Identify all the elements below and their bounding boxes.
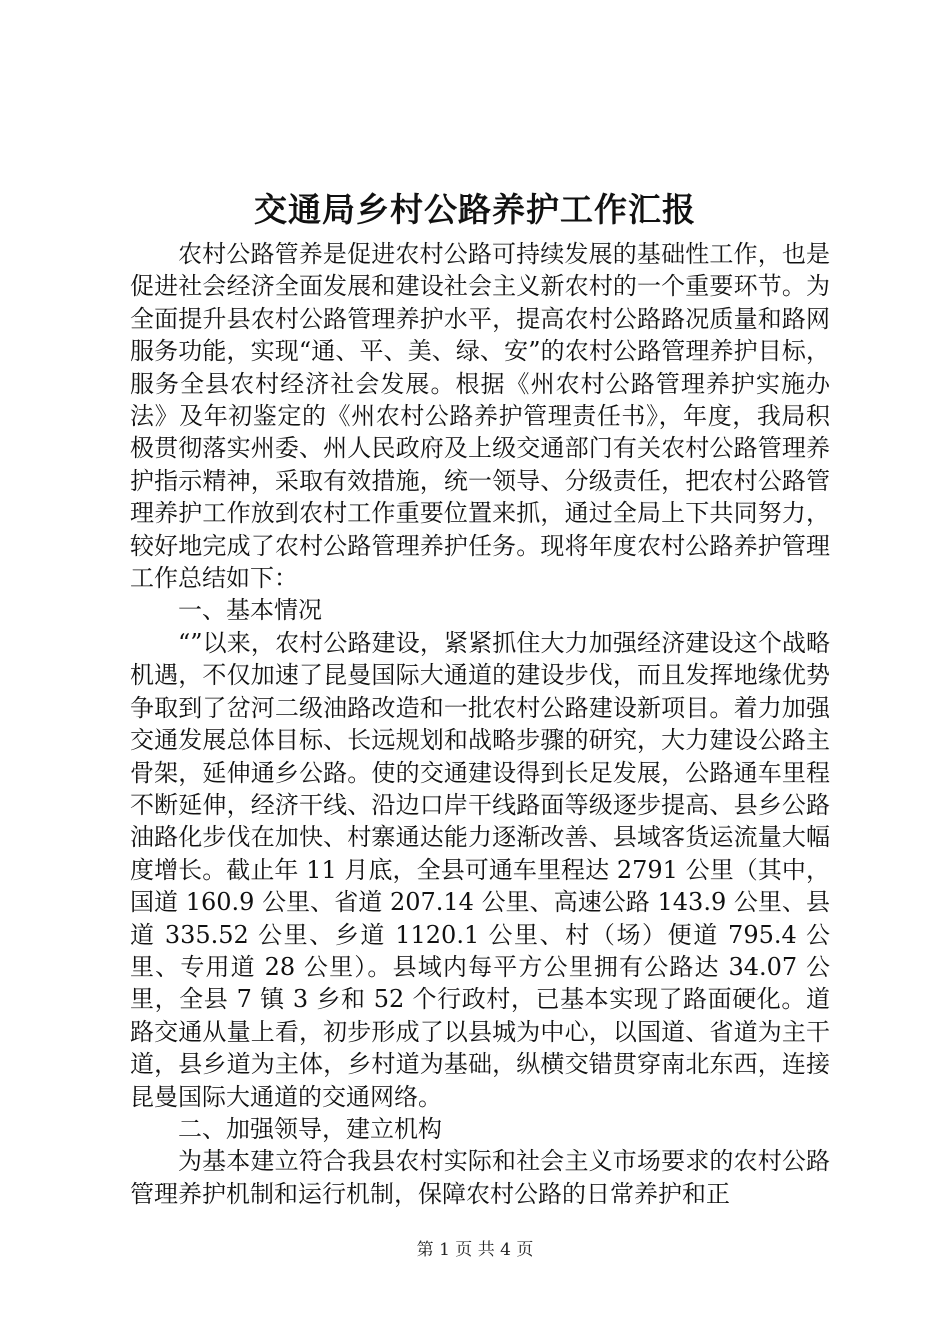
basic-situation-paragraph: “”以来，农村公路建设，紧紧抓住大力加强经济建设这个战略机遇，不仅加速了昆曼国际大通道的建设步伐，而且发挥地缘优势争取到了岔河二级油路改造和一批农村公路建设新项目。着力加强交通发展总体目标、长远规划和战略步骤的研究，大力建设公路主骨架，延伸通乡公路。使的交通建设得到长足发展，公路通车里程不断延伸，经济干线、沿边口岸干线路面等级逐步提高、县乡公路油路化步伐在加快、村寨通达能力逐渐改善、县域客货运流量大幅度增长。截止年 11 月底，全县可通车里程达 2791 公里（其中，国道 160.9 公里、省道 207.14 公里、高速公路 143.9 公里、县道 335.52 公里、乡道 1120.1 公里、村（场）便道 795.4 公里、专用道 28 公里）。县域内每平方公里拥有公路达 34.07 公里，全县 7 镇 3 乡和 52 个行政村，已基本实现了路面硬化。道路交通从量上看，初步形成了以县城为中心，以国道、省道为主干道，县乡道为主体，乡村道为基础，纵横交错贯穿南北东西，连接昆曼国际大通道的交通网络。 bbox=[130, 628, 830, 1111]
section-heading-basic-situation: 一、基本情况 bbox=[178, 596, 322, 625]
page-footer: 第 1 页 共 4 页 bbox=[416, 1240, 534, 1260]
leadership-paragraph: 为基本建立符合我县农村实际和社会主义市场要求的农村公路管理养护机制和运行机制，保障农村公路的日常养护和正 bbox=[130, 1147, 830, 1208]
section-heading-leadership: 二、加强领导，建立机构 bbox=[178, 1114, 442, 1143]
document-body bbox=[130, 238, 830, 1210]
document-title: 交通局乡村公路养护工作汇报 bbox=[254, 190, 696, 229]
intro-paragraph: 农村公路管养是促进农村公路可持续发展的基础性工作，也是促进社会经济全面发展和建设社会主义新农村的一个重要环节。为全面提升县农村公路管理养护水平，提高农村公路路况质量和路网服务功能，实现“通、平、美、绿、安”的农村公路管理养护目标，服务全县农村经济社会发展。根据《州农村公路管理养护实施办法》及年初鉴定的《州农村公路养护管理责任书》，年度，我局积极贯彻落实州委、州人民政府及上级交通部门有关农村公路管理养护指示精神，采取有效措施，统一领导、分级责任，把农村公路管理养护工作放到农村工作重要位置来抓，通过全局上下共同努力，较好地完成了农村公路管理养护任务。现将年度农村公路养护管理工作总结如下： bbox=[130, 240, 830, 593]
